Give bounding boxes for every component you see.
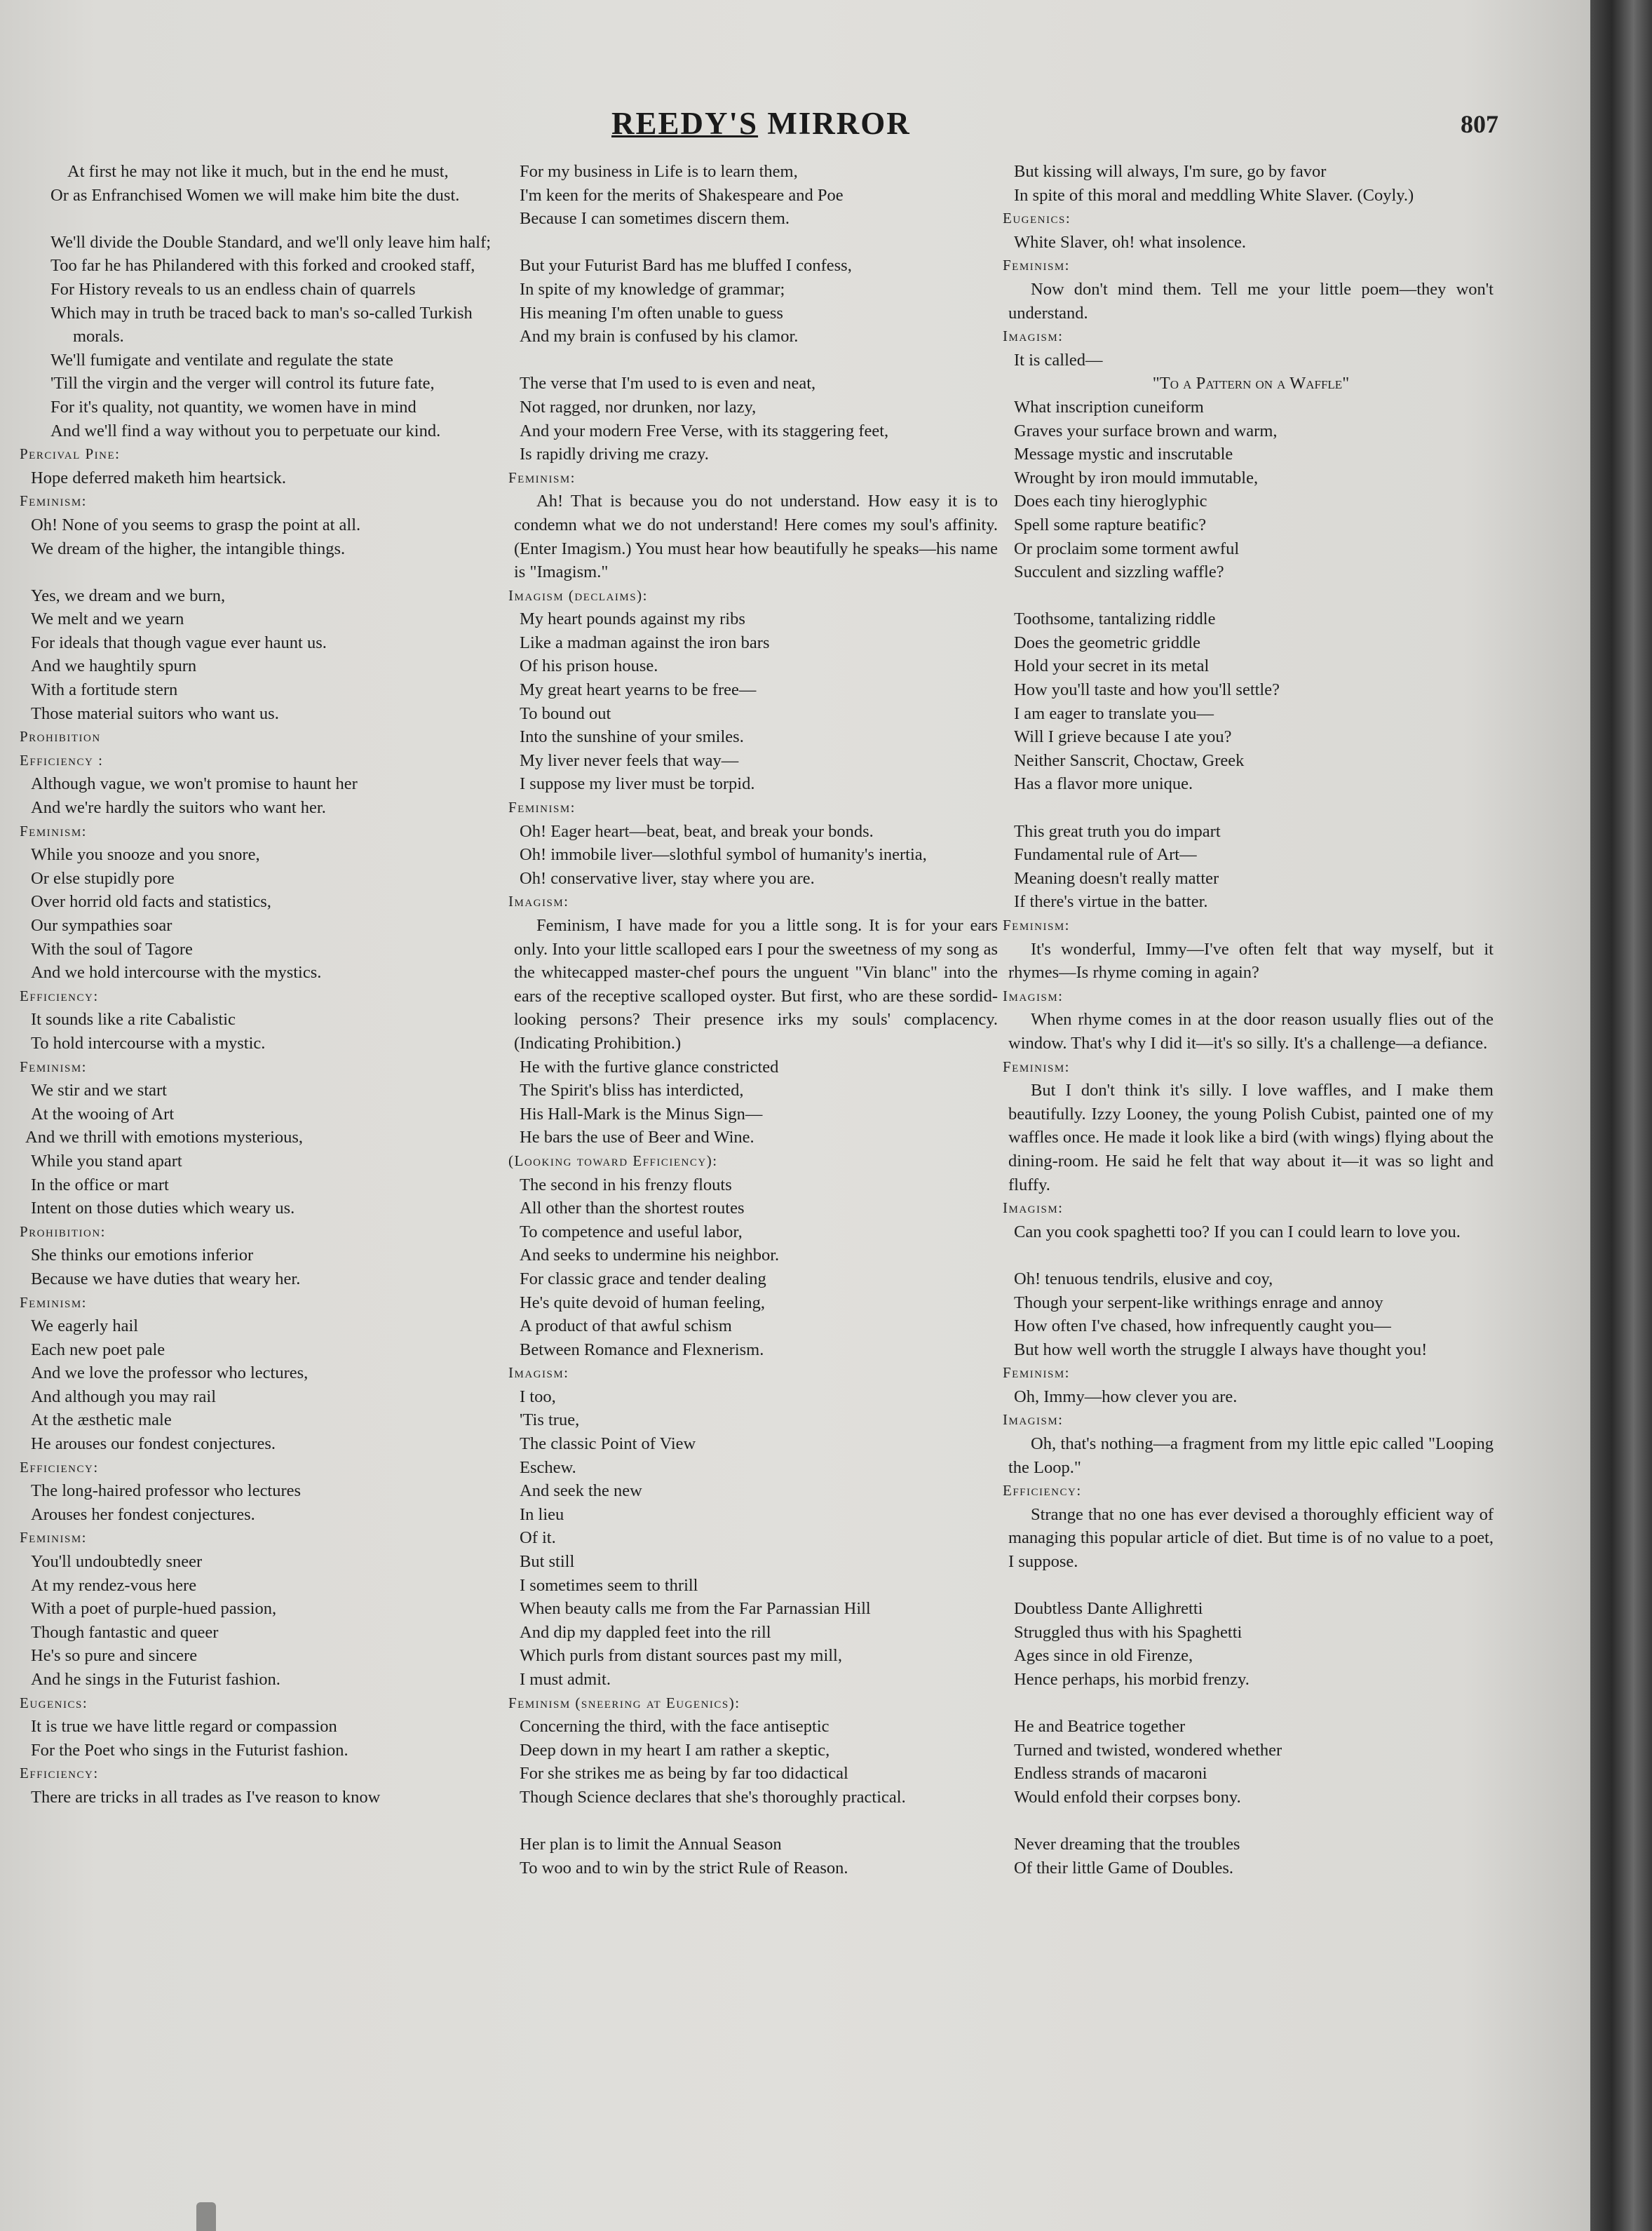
- verse-line: There are tricks in all trades as I've reason to know: [31, 1787, 381, 1807]
- verse-line: Turned and twisted, wondered whether: [1014, 1740, 1282, 1760]
- verse-line: This great truth you do impart: [1014, 821, 1221, 841]
- verse-line: Oh! immobile liver—slothful symbol of humanity's inertia,: [520, 845, 927, 865]
- verse-line: While you snooze and you snore,: [31, 845, 260, 865]
- speaker-label: Feminism:: [1003, 1364, 1071, 1382]
- speaker-label: Efficiency:: [20, 1765, 99, 1782]
- verse-line: Message mystic and inscrutable: [1014, 445, 1233, 464]
- speaker-label: Feminism:: [20, 492, 88, 510]
- stanza-break: [25, 207, 506, 231]
- verse-line: Oh! Eager heart—beat, beat, and break your bonds.: [520, 821, 874, 841]
- verse-line: The verse that I'm used to is even and neat,: [520, 374, 816, 393]
- verse-line: To woo and to win by the strict Rule of Reason.: [520, 1858, 848, 1878]
- verse-line: Although vague, we won't promise to haunt her: [31, 774, 358, 794]
- verse-line: For my business in Life is to learn them,: [520, 162, 798, 181]
- stanza-break: [1008, 1574, 1494, 1598]
- speaker-label: Percival Pine:: [20, 445, 121, 463]
- verse-line: I too,: [520, 1387, 556, 1406]
- speaker-label: Prohibition:: [20, 1222, 107, 1240]
- page-number: 807: [1461, 110, 1498, 138]
- verse-line: All other than the shortest routes: [520, 1199, 745, 1218]
- speaker-label: Feminism:: [1003, 1058, 1071, 1075]
- verse-line: We'll fumigate and ventilate and regulate the state: [50, 350, 393, 370]
- verse-line: And dip my dappled feet into the rill: [520, 1622, 771, 1642]
- speaker-label: Feminism:: [20, 1058, 88, 1075]
- verse-line: Each new poet pale: [31, 1340, 165, 1359]
- verse-line: For History reveals to us an endless chain of quarrels: [50, 279, 416, 299]
- verse-line: Has a flavor more unique.: [1014, 774, 1193, 794]
- prose-paragraph: It's wonderful, Immy—I've often felt that way myself, but it rhymes—Is rhyme coming in again?: [1008, 939, 1494, 983]
- verse-line: He and Beatrice together: [1014, 1717, 1186, 1737]
- stanza-break: [25, 560, 506, 584]
- verse-line: Would enfold their corpses bony.: [1014, 1787, 1241, 1807]
- verse-line: And we love the professor who lectures,: [31, 1363, 309, 1383]
- verse-line: In lieu: [520, 1504, 564, 1524]
- verse-line: My great heart yearns to be free—: [520, 680, 757, 700]
- verse-line: But still: [520, 1552, 575, 1572]
- prose-paragraph: Oh, that's nothing—a fragment from my little epic called "Looping the Loop.": [1008, 1434, 1494, 1477]
- speaker-label: Feminism (sneering at Eugenics):: [508, 1694, 740, 1711]
- verse-line: What inscription cuneiform: [1014, 397, 1204, 417]
- verse-line: His Hall-Mark is the Minus Sign—: [520, 1104, 763, 1124]
- verse-line: 'Tis true,: [520, 1410, 580, 1430]
- stanza-break: [1008, 584, 1494, 608]
- verse-line: We stir and we start: [31, 1081, 167, 1100]
- verse-line: My heart pounds against my ribs: [520, 609, 745, 629]
- verse-line: While you stand apart: [31, 1151, 182, 1171]
- verse-line: Between Romance and Flexnerism.: [520, 1340, 764, 1359]
- prose-paragraph: But I don't think it's silly. I love waffles, and I make them beautifully. Izzy Looney, the young Polish Cubist, painted one of my waffles once. He made it look like a bird (with wings) flying about the dining-room. He said he felt that way about it—it was so light and fluffy.: [1008, 1081, 1494, 1194]
- verse-line: Spell some rapture beatific?: [1014, 515, 1207, 534]
- verse-line: Or else stupidly pore: [31, 868, 175, 888]
- verse-line: Oh! None of you seems to grasp the point at all.: [31, 515, 361, 534]
- verse-line: Toothsome, tantalizing riddle: [1014, 609, 1216, 629]
- verse-line: 'Till the virgin and the verger will control its future fate,: [50, 374, 435, 393]
- verse-line: To competence and useful labor,: [520, 1222, 743, 1241]
- verse-line: Or proclaim some torment awful: [1014, 539, 1240, 558]
- verse-line: She thinks our emotions inferior: [31, 1246, 254, 1265]
- verse-line: Can you cook spaghetti too? If you can I could learn to love you.: [1014, 1222, 1461, 1241]
- verse-line: The Spirit's bliss has interdicted,: [520, 1081, 744, 1100]
- verse-line: Doubtless Dante Allighretti: [1014, 1599, 1203, 1619]
- verse-line: Hold your secret in its metal: [1014, 656, 1210, 676]
- prose-paragraph: Now don't mind them. Tell me your little poem—they won't understand.: [1008, 279, 1494, 323]
- verse-line: Neither Sanscrit, Choctaw, Greek: [1014, 750, 1245, 770]
- verse-line: Because we have duties that weary her.: [31, 1269, 301, 1288]
- verse-line: For she strikes me as being by far too didactical: [520, 1764, 848, 1784]
- verse-line: Not ragged, nor drunken, nor lazy,: [520, 397, 757, 417]
- verse-line: Is rapidly driving me crazy.: [520, 445, 709, 464]
- verse-line: Because I can sometimes discern them.: [520, 209, 790, 229]
- stanza-break: [1008, 1243, 1494, 1267]
- verse-line: And we thrill with emotions mysterious,: [25, 1128, 304, 1147]
- verse-line: I sometimes seem to thrill: [520, 1575, 698, 1595]
- verse-line: He bars the use of Beer and Wine.: [520, 1128, 754, 1147]
- prose-paragraph: Strange that no one has ever devised a thoroughly efficient way of managing this popular article of diet. But time is of no value to a poet, I suppose.: [1008, 1504, 1494, 1572]
- verse-line: Graves your surface brown and warm,: [1014, 421, 1278, 440]
- verse-line: For the Poet who sings in the Futurist fashion.: [31, 1740, 348, 1760]
- verse-line: Never dreaming that the troubles: [1014, 1835, 1240, 1854]
- verse-line: He's so pure and sincere: [31, 1646, 198, 1666]
- verse-line: Wrought by iron mould immutable,: [1014, 468, 1259, 487]
- verse-line: In spite of this moral and meddling White Slaver. (Coyly.): [1014, 185, 1414, 205]
- masthead: [611, 105, 911, 142]
- verse-line: Though Science declares that she's thoroughly practical.: [520, 1787, 906, 1807]
- verse-line: The long-haired professor who lectures: [31, 1481, 302, 1501]
- verse-line: Which purls from distant sources past my mill,: [520, 1646, 842, 1666]
- speaker-label: Imagism (declaims):: [508, 586, 648, 604]
- verse-line: The classic Point of View: [520, 1434, 696, 1454]
- verse-line: At my rendez-vous here: [31, 1575, 197, 1595]
- verse-line: And we haughtily spurn: [31, 656, 197, 676]
- page-header: [0, 105, 1590, 147]
- verse-line: It is called—: [1014, 350, 1103, 370]
- stanza-break: [1008, 1692, 1494, 1716]
- ink-smudge: [196, 2202, 216, 2231]
- verse-line: And my brain is confused by his clamor.: [520, 327, 799, 346]
- verse-line: And seek the new: [520, 1481, 642, 1501]
- verse-line: Over horrid old facts and statistics,: [31, 892, 271, 912]
- verse-line: For ideals that though vague ever haunt us.: [31, 633, 327, 652]
- binding-edge: [1590, 0, 1652, 2231]
- stanza-break: [514, 349, 998, 372]
- verse-line: I must admit.: [520, 1670, 611, 1689]
- speaker-label: Feminism:: [20, 822, 88, 840]
- speaker-label: Imagism:: [1003, 328, 1064, 345]
- verse-line: Too far he has Philandered with this forked and crooked staff,: [50, 256, 475, 276]
- verse-line: Yes, we dream and we burn,: [31, 586, 226, 605]
- poem-title: "To a Pattern on a Waffle": [1152, 374, 1350, 393]
- verse-line: I'm keen for the merits of Shakespeare and Poe: [520, 185, 844, 205]
- verse-line: It is true we have little regard or compassion: [31, 1717, 337, 1737]
- masthead-title-part2: MIRROR: [758, 106, 911, 141]
- verse-line: But kissing will always, I'm sure, go by favor: [1014, 162, 1327, 181]
- verse-line: But how well worth the struggle I always have thought you!: [1014, 1340, 1428, 1359]
- prose-paragraph: When rhyme comes in at the door reason usually flies out of the window. That's why I did it—it's so silly. It's a challenge—a defiance.: [1008, 1010, 1494, 1053]
- speaker-label: Imagism:: [1003, 987, 1064, 1004]
- speaker-label: (Looking toward Efficiency):: [508, 1152, 718, 1169]
- speaker-label: Imagism:: [508, 1364, 569, 1382]
- stanza-break: [1008, 796, 1494, 820]
- verse-line: My liver never feels that way—: [520, 750, 739, 770]
- verse-line: Ages since in old Firenze,: [1014, 1646, 1193, 1666]
- speaker-label: Prohibition: [20, 728, 101, 746]
- verse-line: We dream of the higher, the intangible things.: [31, 539, 346, 558]
- verse-line: Struggled thus with his Spaghetti: [1014, 1622, 1243, 1642]
- verse-line: Concerning the third, with the face antiseptic: [520, 1717, 830, 1737]
- verse-line: Oh! conservative liver, stay where you are.: [520, 868, 815, 888]
- speaker-label: Feminism:: [20, 1293, 88, 1311]
- verse-line: Deep down in my heart I am rather a skeptic,: [520, 1740, 830, 1760]
- verse-line: Of it.: [520, 1528, 556, 1548]
- verse-line: To bound out: [520, 703, 611, 723]
- speaker-label: Imagism:: [1003, 1411, 1064, 1429]
- verse-line: But your Futurist Bard has me bluffed I confess,: [520, 256, 852, 276]
- verse-line: Though fantastic and queer: [31, 1622, 219, 1642]
- verse-line: We melt and we yearn: [31, 609, 184, 629]
- verse-line: His meaning I'm often unable to guess: [520, 303, 783, 323]
- verse-line: Succulent and sizzling waffle?: [1014, 562, 1224, 582]
- speaker-label: Feminism:: [1003, 917, 1071, 933]
- verse-line: Our sympathies soar: [31, 916, 172, 935]
- verse-line: You'll undoubtedly sneer: [31, 1552, 203, 1572]
- speaker-label: Imagism:: [508, 893, 569, 910]
- verse-line: With a fortitude stern: [31, 680, 178, 700]
- verse-line: Oh! tenuous tendrils, elusive and coy,: [1014, 1269, 1273, 1288]
- verse-line: With a poet of purple-hued passion,: [31, 1599, 277, 1619]
- speaker-label: Feminism:: [508, 469, 576, 486]
- verse-line: Eschew.: [520, 1457, 576, 1477]
- text-column-2: [508, 160, 998, 1880]
- verse-line: Those material suitors who want us.: [31, 703, 279, 723]
- verse-line: Into the sunshine of your smiles.: [520, 727, 744, 747]
- speaker-label: Feminism:: [1003, 257, 1071, 274]
- verse-line: Intent on those duties which weary us.: [31, 1199, 295, 1218]
- verse-line: For classic grace and tender dealing: [520, 1269, 766, 1288]
- text-column-1: [20, 160, 506, 1809]
- speaker-label: Eugenics:: [20, 1694, 88, 1711]
- stanza-break: [514, 231, 998, 255]
- verse-line: He arouses our fondest conjectures.: [31, 1434, 276, 1454]
- verse-line: Will I grieve because I ate you?: [1014, 727, 1232, 747]
- speaker-label: Eugenics:: [1003, 210, 1071, 227]
- verse-line: And seeks to undermine his neighbor.: [520, 1246, 780, 1265]
- verse-line: I am eager to translate you—: [1014, 703, 1214, 723]
- verse-line: Of his prison house.: [520, 656, 658, 676]
- verse-line: At first he may not like it much, but in the end he must,: [67, 162, 449, 181]
- verse-line: In spite of my knowledge of grammar;: [520, 279, 785, 299]
- verse-line: How you'll taste and how you'll settle?: [1014, 680, 1280, 700]
- verse-line: It sounds like a rite Cabalistic: [31, 1010, 236, 1030]
- verse-line: He with the furtive glance constricted: [520, 1057, 779, 1077]
- stanza-break: [514, 1809, 998, 1833]
- verse-line: White Slaver, oh! what insolence.: [1014, 232, 1247, 252]
- verse-line: A product of that awful schism: [520, 1316, 732, 1336]
- speaker-label: Feminism:: [508, 799, 576, 816]
- verse-line: And he sings in the Futurist fashion.: [31, 1670, 280, 1689]
- speaker-label: Feminism:: [20, 1529, 88, 1546]
- stanza-break: [1008, 1809, 1494, 1833]
- verse-line: The second in his frenzy flouts: [520, 1175, 732, 1194]
- verse-line: Of their little Game of Doubles.: [1014, 1858, 1233, 1878]
- speaker-label: Imagism:: [1003, 1199, 1064, 1217]
- verse-line: Endless strands of macaroni: [1014, 1764, 1207, 1784]
- verse-line: With the soul of Tagore: [31, 939, 193, 959]
- verse-line: And we hold intercourse with the mystics.: [31, 963, 322, 983]
- verse-line: Though your serpent-like writhings enrage and annoy: [1014, 1293, 1383, 1312]
- verse-line: We eagerly hail: [31, 1316, 139, 1336]
- verse-line: And we're hardly the suitors who want her.: [31, 798, 326, 818]
- verse-line: I suppose my liver must be torpid.: [520, 774, 755, 794]
- speaker-label: Efficiency :: [20, 751, 104, 769]
- verse-line: If there's virtue in the batter.: [1014, 892, 1208, 912]
- verse-line: At the wooing of Art: [31, 1104, 175, 1124]
- verse-line: And we'll find a way without you to perpetuate our kind.: [50, 421, 441, 440]
- speaker-label: Efficiency:: [20, 987, 99, 1004]
- verse-line: He's quite devoid of human feeling,: [520, 1293, 766, 1312]
- verse-line: We'll divide the Double Standard, and we'll only leave him half;: [50, 232, 492, 252]
- verse-line: And your modern Free Verse, with its staggering feet,: [520, 421, 889, 440]
- verse-line: Fundamental rule of Art—: [1014, 845, 1197, 865]
- verse-line: Her plan is to limit the Annual Season: [520, 1835, 782, 1854]
- verse-line: Hence perhaps, his morbid frenzy.: [1014, 1670, 1250, 1689]
- verse-line: Oh, Immy—how clever you are.: [1014, 1387, 1238, 1406]
- text-column-3: [1003, 160, 1494, 1880]
- prose-paragraph: Feminism, I have made for you a little song. It is for your ears only. Into your little scalloped ears I pour the sweetness of my song as the whitecapped master-chef pours the unguent "Vin blanc" into the ears of the receptive scalloped oyster. But first, who are these sordid-looking persons? Their presence irks my souls' complacency. (Indicating Prohibition.): [514, 916, 998, 1053]
- prose-paragraph: Ah! That is because you do not understand. How easy it is to condemn what we do not understand! Here comes my soul's affinity. (Enter Imagism.) You must hear how beautifully he speaks—his name is "Imagism.": [514, 492, 998, 582]
- speaker-label: Efficiency:: [1003, 1482, 1082, 1499]
- verse-line: Or as Enfranchised Women we will make him bite the dust.: [50, 185, 460, 205]
- verse-line: When beauty calls me from the Far Parnassian Hill: [520, 1599, 871, 1619]
- verse-line: In the office or mart: [31, 1175, 169, 1194]
- verse-line: Does the geometric griddle: [1014, 633, 1201, 652]
- verse-line: Meaning doesn't really matter: [1014, 868, 1219, 888]
- verse-line: To hold intercourse with a mystic.: [31, 1033, 266, 1053]
- verse-line: Which may in truth be traced back to man's so-called Turkish morals.: [50, 303, 473, 346]
- speaker-label: Efficiency:: [20, 1458, 99, 1476]
- verse-line: Like a madman against the iron bars: [520, 633, 770, 652]
- verse-line: At the æsthetic male: [31, 1410, 172, 1430]
- verse-line: Hope deferred maketh him heartsick.: [31, 468, 286, 487]
- verse-line: And although you may rail: [31, 1387, 217, 1406]
- verse-line: Arouses her fondest conjectures.: [31, 1504, 255, 1524]
- masthead-title-part1: REEDY'S: [611, 106, 759, 141]
- verse-line: Does each tiny hieroglyphic: [1014, 492, 1207, 511]
- verse-line: For it's quality, not quantity, we women have in mind: [50, 397, 417, 417]
- verse-line: How often I've chased, how infrequently caught you—: [1014, 1316, 1391, 1336]
